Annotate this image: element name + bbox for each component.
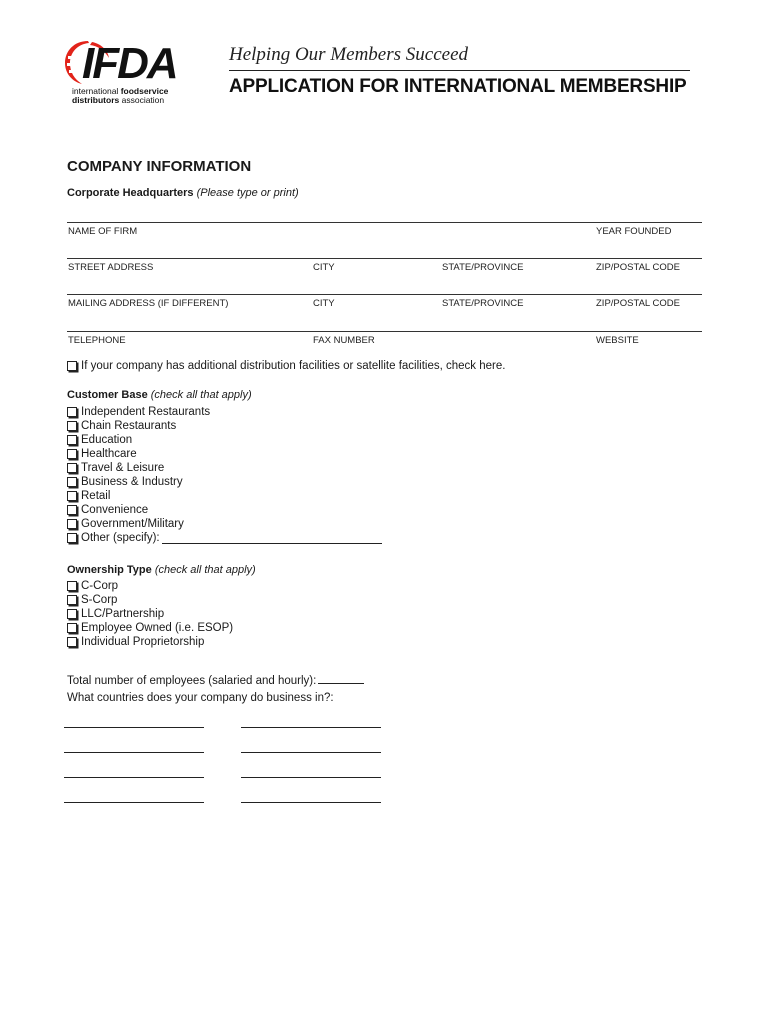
- field-rule-street: [67, 258, 702, 259]
- logo-subtitle-line1: international foodservice: [72, 86, 169, 96]
- facilities-checkbox-row[interactable]: [67, 359, 505, 373]
- country-field-4[interactable]: [241, 752, 381, 753]
- field-rule-mailing: [67, 294, 702, 295]
- ownership-option-individual-proprietorship[interactable]: Individual Proprietorship: [67, 635, 204, 649]
- fax-number-label: FAX NUMBER: [313, 335, 375, 346]
- tagline: Helping Our Members Succeed: [229, 44, 469, 65]
- header-divider: [229, 70, 690, 71]
- checkbox-icon[interactable]: [67, 533, 77, 543]
- country-field-3[interactable]: [64, 752, 204, 753]
- country-field-5[interactable]: [64, 777, 204, 778]
- checkbox-icon[interactable]: [67, 609, 77, 619]
- country-field-8[interactable]: [241, 802, 381, 803]
- countries-question: What countries does your company do business in?:: [67, 692, 334, 704]
- employees-count-field[interactable]: [318, 672, 364, 684]
- corporate-hq-subheading: Corporate Headquarters (Please type or print): [67, 187, 299, 199]
- ownership-option-llc-partnership[interactable]: LLC/Partnership: [67, 607, 164, 621]
- year-founded-label: YEAR FOUNDED: [596, 226, 672, 237]
- city-label: CITY: [313, 262, 335, 273]
- other-specify-field[interactable]: [162, 532, 382, 544]
- name-of-firm-label: NAME OF FIRM: [68, 226, 138, 237]
- customer-option-other[interactable]: Other (specify):: [67, 531, 382, 545]
- customer-option-education[interactable]: Education: [67, 433, 132, 447]
- customer-option-retail[interactable]: Retail: [67, 489, 110, 503]
- document-title: APPLICATION FOR INTERNATIONAL MEMBERSHIP: [229, 76, 687, 97]
- mailing-zip-postal-code-label: ZIP/POSTAL CODE: [596, 298, 680, 309]
- employees-question: Total number of employees (salaried and hourly):: [67, 672, 364, 687]
- company-info-heading: COMPANY INFORMATION: [67, 158, 252, 175]
- mailing-state-province-label: STATE/PROVINCE: [442, 298, 524, 309]
- checkbox-icon[interactable]: [67, 361, 77, 371]
- checkbox-icon[interactable]: [67, 519, 77, 529]
- checkbox-icon[interactable]: [67, 435, 77, 445]
- checkbox-icon[interactable]: [67, 407, 77, 417]
- mailing-city-label: CITY: [313, 298, 335, 309]
- website-label: WEBSITE: [596, 335, 639, 346]
- ifda-logo: [62, 38, 204, 104]
- country-field-2[interactable]: [241, 727, 381, 728]
- ownership-option-s-corp[interactable]: S-Corp: [67, 593, 117, 607]
- checkbox-icon[interactable]: [67, 595, 77, 605]
- customer-option-chain-restaurants[interactable]: Chain Restaurants: [67, 419, 176, 433]
- ownership-type-heading: Ownership Type (check all that apply): [67, 564, 256, 576]
- checkbox-icon[interactable]: [67, 477, 77, 487]
- facilities-checkbox-label: If your company has additional distribution facilities or satellite facilities, check here.: [81, 360, 506, 372]
- customer-option-business-industry[interactable]: Business & Industry: [67, 475, 183, 489]
- checkbox-icon[interactable]: [67, 463, 77, 473]
- customer-option-government-military[interactable]: Government/Military: [67, 517, 184, 531]
- mailing-address-label: MAILING ADDRESS (IF DIFFERENT): [68, 298, 229, 309]
- zip-postal-code-label: ZIP/POSTAL CODE: [596, 262, 680, 273]
- ownership-option-employee-owned[interactable]: Employee Owned (i.e. ESOP): [67, 621, 233, 635]
- checkbox-icon[interactable]: [67, 581, 77, 591]
- checkbox-icon[interactable]: [67, 491, 77, 501]
- country-field-6[interactable]: [241, 777, 381, 778]
- field-rule-name: [67, 222, 702, 223]
- state-province-label: STATE/PROVINCE: [442, 262, 524, 273]
- logo-wordmark: IFDA: [82, 39, 177, 88]
- checkbox-icon[interactable]: [67, 421, 77, 431]
- field-rule-telephone: [67, 331, 702, 332]
- customer-option-travel-leisure[interactable]: Travel & Leisure: [67, 461, 164, 475]
- customer-base-heading: Customer Base (check all that apply): [67, 389, 252, 401]
- country-field-1[interactable]: [64, 727, 204, 728]
- telephone-label: TELEPHONE: [68, 335, 126, 346]
- customer-option-independent-restaurants[interactable]: Independent Restaurants: [67, 405, 210, 419]
- checkbox-icon[interactable]: [67, 449, 77, 459]
- customer-option-convenience[interactable]: Convenience: [67, 503, 148, 517]
- country-field-7[interactable]: [64, 802, 204, 803]
- checkbox-icon[interactable]: [67, 623, 77, 633]
- ownership-option-c-corp[interactable]: C-Corp: [67, 579, 118, 593]
- logo-subtitle-line2: distributors association: [72, 95, 165, 105]
- customer-option-healthcare[interactable]: Healthcare: [67, 447, 137, 461]
- checkbox-icon[interactable]: [67, 505, 77, 515]
- street-address-label: STREET ADDRESS: [68, 262, 154, 273]
- checkbox-icon[interactable]: [67, 637, 77, 647]
